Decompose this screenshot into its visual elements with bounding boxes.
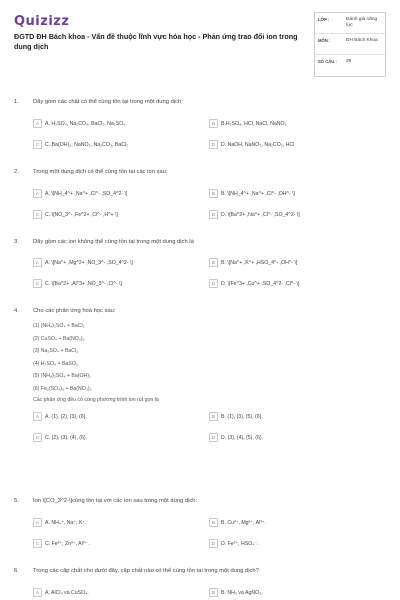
option-letter: D xyxy=(209,433,218,442)
option-text: C. Ba(OH)₂, NaNO₃, Na₂CO₃, BaCl₂ xyxy=(45,141,129,148)
meta-value: Đánh giá năng lực xyxy=(346,17,378,29)
meta-key: MÔN : xyxy=(318,38,331,43)
option-text: B. Cu²⁺, Mg²⁺, Al³⁺. xyxy=(221,519,267,526)
option-a[interactable] xyxy=(33,258,209,267)
option-letter: D xyxy=(209,279,218,288)
reaction-item: (4) H₂SO₄ + BaSO₃ xyxy=(33,360,79,367)
option-d[interactable] xyxy=(209,140,385,149)
option-text: A. AlCl₃ và CuSO₄. xyxy=(45,589,89,596)
option-letter: C xyxy=(33,210,42,219)
option-text: D. \[Ba^2+ ,Na^+ ,Cl^- ,SO_4^2- \] xyxy=(221,211,300,218)
option-a[interactable] xyxy=(33,518,209,527)
option-text: D. NaOH, NaNO₃, Na₂CO₃, HCl xyxy=(221,141,295,148)
option-c[interactable] xyxy=(33,210,209,219)
question-number: 3. xyxy=(14,239,19,245)
option-letter: C xyxy=(33,539,42,548)
option-text: D. Fe²⁺, HSO₄⁻. xyxy=(221,540,259,547)
option-letter: A xyxy=(33,119,42,128)
option-b[interactable] xyxy=(209,518,385,527)
option-text: C. \[NO_3^- ,Fe^2+ ,Cl^- ,H^+ \] xyxy=(45,211,118,218)
question-number: 5. xyxy=(14,498,19,504)
option-text: D. \[Fe^3+ ,Cu^+ ,SO_4^2- ,Cl^- \] xyxy=(221,280,300,287)
question-text: Dãy gồm các ion không thể cùng tồn tại trong một dung dịch là xyxy=(33,239,194,245)
option-d[interactable] xyxy=(209,210,385,219)
option-text: A. (1), (2), (3), (6). xyxy=(45,413,87,420)
option-letter: B xyxy=(209,189,218,198)
option-text: B. NH₃ và AgNO₃. xyxy=(221,589,263,596)
option-text: C. \[Ba^2+ ,Al^3+ ,NO_3^- ,Cl^- \] xyxy=(45,280,122,287)
option-letter: D xyxy=(209,539,218,548)
meta-row-subject xyxy=(315,34,385,55)
reaction-item: (5) (NH₄)₂SO₄ + Ba(OH)₂ xyxy=(33,373,91,379)
question-number: 1. xyxy=(14,99,19,105)
question-6 xyxy=(14,567,386,600)
meta-key: SỐ CÂU : xyxy=(318,59,337,64)
option-d[interactable] xyxy=(209,279,385,288)
reaction-item: (2) CuSO₄ + Ba(NO₃)₂ xyxy=(33,335,85,342)
option-text: A. \[NH_4^+ ,Na^+ ,Cl^- ,SO_4^2- \] xyxy=(45,190,128,197)
option-a[interactable] xyxy=(33,119,209,128)
option-b[interactable] xyxy=(209,588,385,597)
question-2 xyxy=(14,168,386,222)
option-letter: A xyxy=(33,412,42,421)
option-text: A. H₂SO₄, Na₂CO₃, BaCl₂, Na₂SO₄ xyxy=(45,120,126,127)
meta-row-count xyxy=(315,55,385,76)
question-5 xyxy=(14,497,386,551)
question-number: 2. xyxy=(14,169,19,175)
option-letter: A xyxy=(33,258,42,267)
reaction-item: (6) Fe₂(SO₄)₃ + Ba(NO₃)₂ xyxy=(33,385,92,392)
option-letter: C xyxy=(33,279,42,288)
option-letter: D xyxy=(209,140,218,149)
option-b[interactable] xyxy=(209,412,385,421)
option-c[interactable] xyxy=(33,433,209,442)
option-a[interactable] xyxy=(33,412,209,421)
reaction-item: (3) Na₂SO₄ + BaCl₂ xyxy=(33,348,79,354)
option-b[interactable] xyxy=(209,258,385,267)
question-3 xyxy=(14,238,386,291)
option-letter: C xyxy=(33,140,42,149)
meta-key: LỚP : xyxy=(318,17,330,22)
option-letter: B xyxy=(209,412,218,421)
question-text: Cho các phản ứng hoá học sau: xyxy=(33,308,116,314)
option-text: C. Fe³⁺, Zn²⁺, Al³⁺ . xyxy=(45,540,91,547)
option-letter: B xyxy=(209,518,218,527)
worksheet-title: ĐGTD ĐH Bách khoa - Vấn đề thuộc lĩnh vực hóa học - Phản ứng trao đổi ion trong dung dịch xyxy=(14,32,298,51)
option-text: B. \[NH_4^+ ,Na^+ ,Cl^- ,OH^- \] xyxy=(221,190,296,197)
question-4 xyxy=(14,307,386,445)
option-c[interactable] xyxy=(33,140,209,149)
option-letter: A xyxy=(33,189,42,198)
question-subtext: Các phản ứng đều có cùng phương trình ion rút gọn là xyxy=(33,397,159,403)
option-d[interactable] xyxy=(209,539,385,548)
question-text: Trong một dung dịch có thể cùng tồn tại các ion sau: xyxy=(33,169,168,175)
question-text: Dãy gồm các chất có thể cùng tồn tại trong một dung dịch: xyxy=(33,99,183,105)
question-text: Trong các cặp chất cho dưới đây, cặp chất nào có thể cùng tồn tại trong một dung dịch? xyxy=(33,568,259,574)
option-text: A. \[Na^+ ,Mg^2+ ,NO_3^- ,SO_4^2- \] xyxy=(45,259,133,266)
option-b[interactable] xyxy=(209,189,385,198)
meta-value: 29 xyxy=(346,59,352,64)
option-text: B. \[Na^+ ,K^+ ,HSO_4^- ,OH^- \] xyxy=(221,259,298,266)
option-letter: C xyxy=(33,433,42,442)
option-c[interactable] xyxy=(33,539,209,548)
option-text: C. (2), (3), (4), (6). xyxy=(45,434,88,441)
question-1 xyxy=(14,98,386,152)
option-text: D. (3), (4), (5), (6). xyxy=(221,434,264,441)
reaction-item: (1) (NH₄)₂SO₄ + BaCl₂ xyxy=(33,323,85,329)
option-b[interactable] xyxy=(209,119,385,128)
quizizz-logo: Quizizz xyxy=(14,14,70,29)
option-text: B. (1), (3), (5), (6). xyxy=(221,413,263,420)
option-letter: D xyxy=(209,210,218,219)
reaction-list xyxy=(14,320,386,395)
option-letter: A xyxy=(33,518,42,527)
option-text: A. NH₄⁺, Na⁺, K⁺. xyxy=(45,519,87,526)
option-a[interactable] xyxy=(33,189,209,198)
option-text: B.H₂SO₄, HCl, NaCl, NaNO₃ xyxy=(221,120,287,127)
question-text: Ion \[CO_3^2-\]cùng tồn tại với các ion sau trong một dung dịch: xyxy=(33,498,198,504)
option-letter: B xyxy=(209,258,218,267)
worksheet-header xyxy=(14,12,386,80)
meta-row-class xyxy=(315,13,385,34)
option-a[interactable] xyxy=(33,588,209,597)
option-c[interactable] xyxy=(33,279,209,288)
question-number: 6. xyxy=(14,568,19,574)
meta-info-box xyxy=(314,12,386,77)
question-number: 4. xyxy=(14,308,19,314)
option-d[interactable] xyxy=(209,433,385,442)
option-letter: B xyxy=(209,119,218,128)
option-letter: B xyxy=(209,588,218,597)
option-letter: A xyxy=(33,588,42,597)
meta-value: ĐH Bách Khoa xyxy=(346,38,378,43)
